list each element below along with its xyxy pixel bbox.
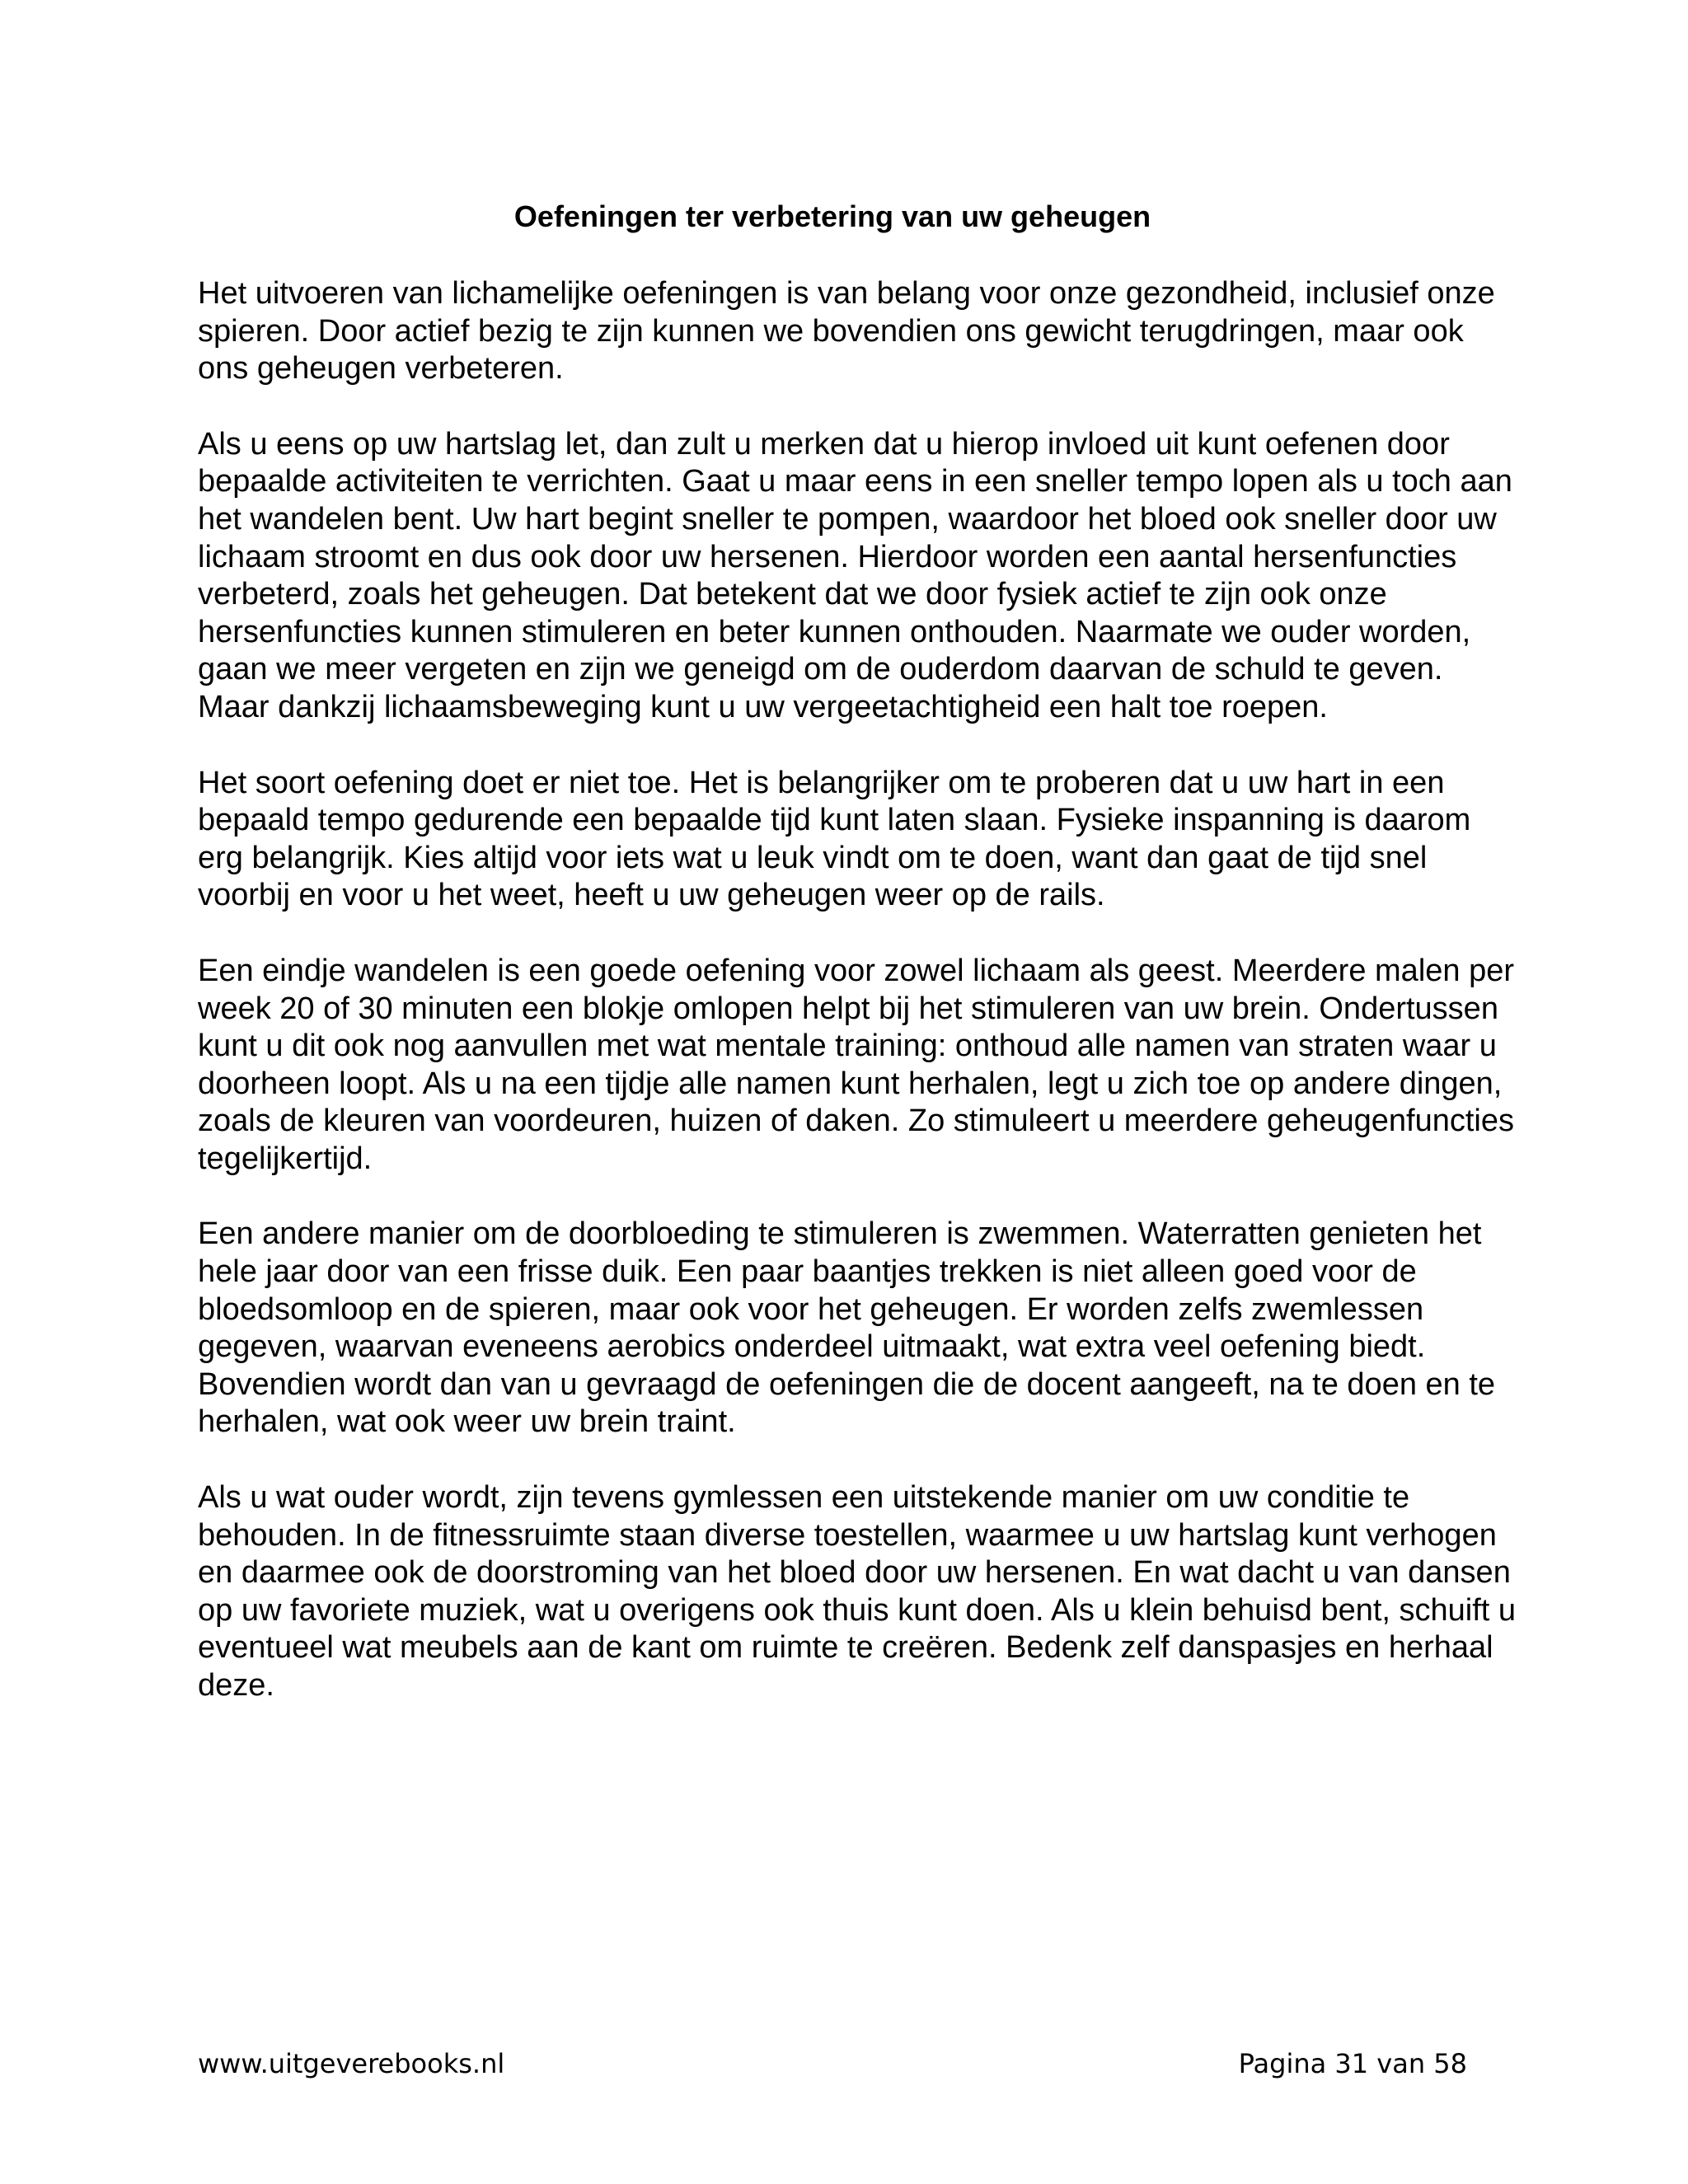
paragraph-6: Als u wat ouder wordt, zijn tevens gymlessen een uitstekende manier om uw conditie te behouden. In de fitnessruimte staan diverse toestellen, waarmee u uw hartslag kunt verhogen en daarmee ook de doorstroming van het bloed door uw hersenen. En wat dacht u van dansen op uw favoriete muziek, wat u overigens ook thuis kunt doen. Als u klein behuisd bent, schuift u eventueel wat meubels aan de kant om ruimte te creëren. Bedenk zelf danspasjes en herhaal deze.: [198, 1480, 1517, 1703]
page-footer: [198, 2044, 1467, 2083]
paragraph-5: Een andere manier om de doorbloeding te stimuleren is zwemmen. Waterratten genieten het hele jaar door van een frisse duik. Een paar baantjes trekken is niet alleen goed voor de bloedsomloop en de spieren, maar ook voor het geheugen. Er worden zelfs zwemlessen gegeven, waarvan eveneens aerobics onderdeel uitmaakt, wat extra veel oefening biedt. Bovendien wordt dan van u gevraagd de oefeningen die de docent aangeeft, na te doen en te herhalen, wat ook weer uw brein traint.: [198, 1216, 1496, 1440]
paragraph-1: Het uitvoeren van lichamelijke oefeningen is van belang voor onze gezondheid, inclusief onze spieren. Door actief bezig te zijn kunnen we bovendien ons gewicht terugdringen, maar ook ons geheugen verbeteren.: [198, 276, 1495, 387]
page-title: Oefeningen ter verbetering van uw geheugen: [513, 199, 1151, 233]
footer-website: www.uitgeverebooks.nl: [198, 2048, 505, 2079]
document-content: [198, 194, 1517, 1743]
paragraph-4: Een eindje wandelen is een goede oefening voor zowel lichaam als geest. Meerdere malen per week 20 of 30 minuten een blokje omlopen helpt bij het stimuleren van uw brein. Ondertussen kunt u dit ook nog aanvullen met wat mentale training: onthoud alle namen van straten waar u doorheen loopt. Als u na een tijdje alle namen kunt herhalen, legt u zich toe op andere dingen, zoals de kleuren van voordeuren, huizen of daken. Zo stimuleert u meerdere geheugenfuncties tegelijkertijd.: [198, 953, 1515, 1176]
paragraph-2: Als u eens op uw hartslag let, dan zult u merken dat u hierop invloed uit kunt oefenen door bepaalde activiteiten te verrichten. Gaat u maar eens in een sneller tempo lopen als u toch aan het wandelen bent. Uw hart begint sneller te pompen, waardoor het bloed ook sneller door uw lichaam stroomt en dus ook door uw hersenen. Hierdoor worden een aantal hersenfuncties verbeterd, zoals het geheugen. Dat betekent dat we door fysiek actief te zijn ook onze hersenfuncties kunnen stimuleren en beter kunnen onthouden. Naarmate we ouder worden, gaan we meer vergeten en zijn we geneigd om de ouderdom daarvan de schuld te geven. Maar dankzij lichaamsbeweging kunt u uw vergeetachtigheid een halt toe roepen.: [198, 426, 1512, 724]
paragraph-3: Het soort oefening doet er niet toe. Het is belangrijker om te proberen dat u uw hart in een bepaald tempo gedurende een bepaalde tijd kunt laten slaan. Fysieke inspanning is daarom erg belangrijk. Kies altijd voor iets wat u leuk vindt om te doen, want dan gaat de tijd snel voorbij en voor u het weet, heeft u uw geheugen weer op de rails.: [198, 765, 1471, 913]
footer-page-number: Pagina 31 van 58: [1238, 2048, 1467, 2079]
